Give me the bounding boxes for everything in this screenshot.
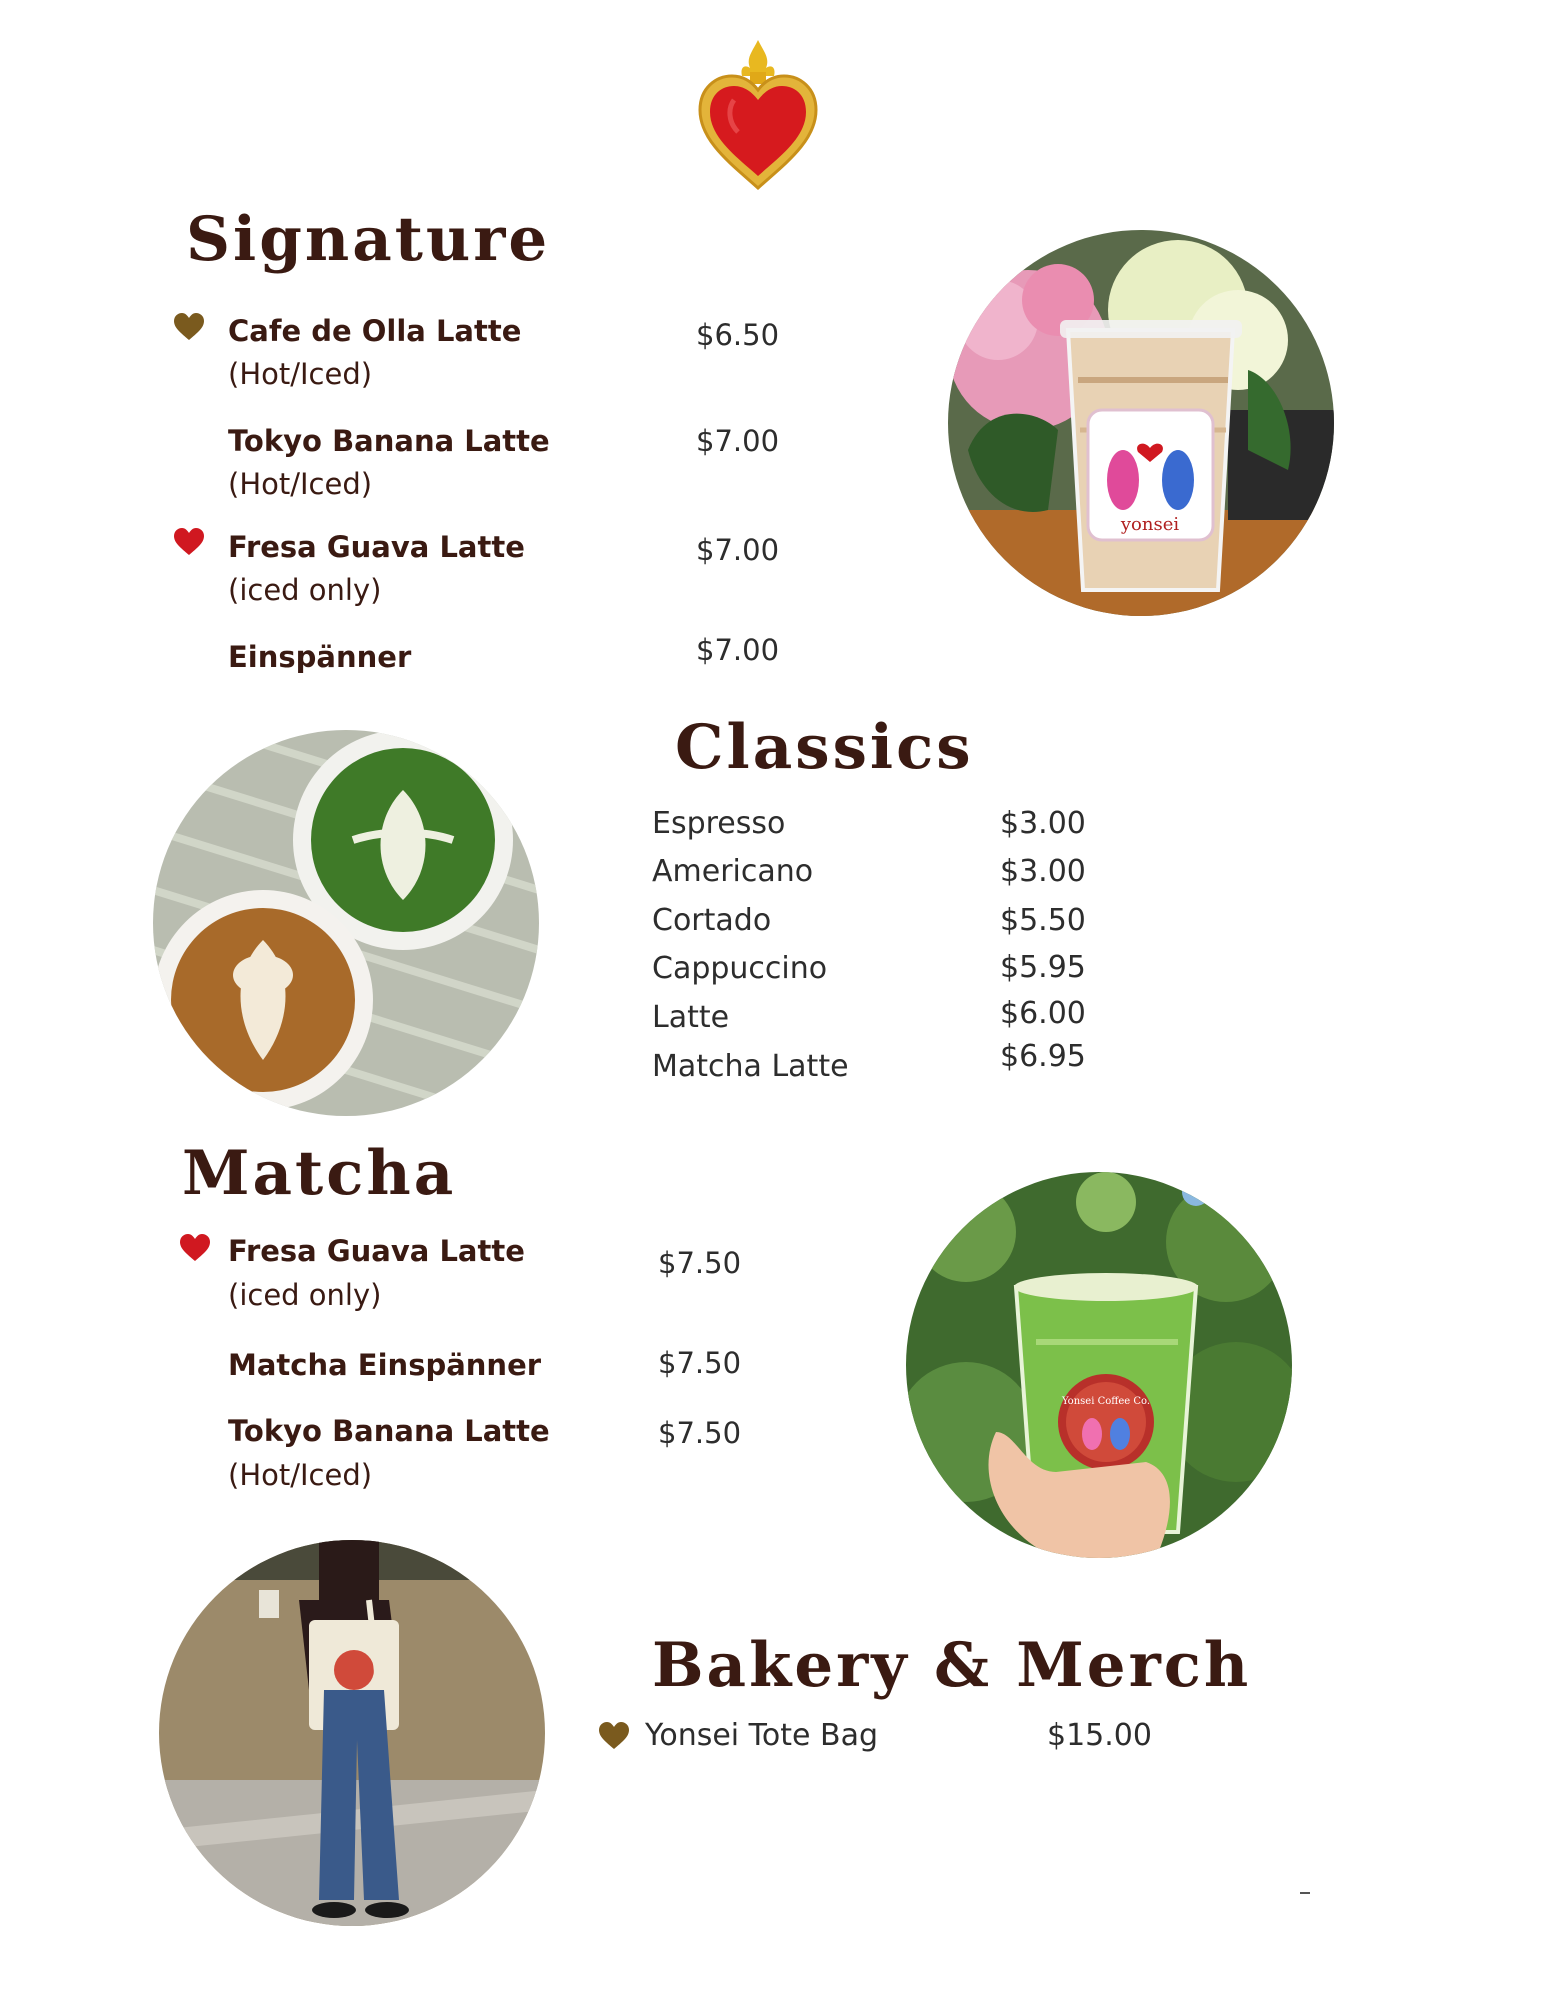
- signature-heading: Signature: [186, 204, 551, 275]
- classics-item-price: $6.00: [1000, 996, 1086, 1031]
- signature-item-price: $7.00: [696, 533, 780, 567]
- bakery-item-name: Yonsei Tote Bag: [645, 1718, 879, 1753]
- matcha-item-note: (Hot/Iced): [228, 1458, 373, 1492]
- signature-item-name: Tokyo Banana Latte: [228, 424, 550, 458]
- classics-item-price: $5.50: [1000, 903, 1086, 938]
- matcha-item-price: $7.50: [658, 1246, 742, 1280]
- classics-item-name: Matcha Latte: [652, 1049, 849, 1084]
- classics-item-name: Cortado: [652, 903, 772, 938]
- latte-art-photo: [153, 730, 539, 1116]
- signature-item-price: $7.00: [696, 424, 780, 458]
- gold-heart-icon: [173, 313, 205, 341]
- gold-heart-icon: [598, 1722, 630, 1750]
- matcha-item-note: (iced only): [228, 1278, 382, 1312]
- classics-item-price: $6.95: [1000, 1039, 1086, 1074]
- matcha-cup-photo: [906, 1172, 1292, 1558]
- corner-mark: [1300, 1892, 1310, 1894]
- signature-item-note: (Hot/Iced): [228, 357, 373, 391]
- sacred-heart-emblem: [694, 38, 822, 198]
- bakery-merch-heading: Bakery & Merch: [652, 1630, 1252, 1701]
- signature-item-price: $6.50: [696, 318, 780, 352]
- classics-item-price: $3.00: [1000, 806, 1086, 841]
- signature-item-name: Cafe de Olla Latte: [228, 314, 522, 348]
- classics-item-price: $3.00: [1000, 854, 1086, 889]
- tote-bag-photo: [159, 1540, 545, 1926]
- signature-item-note: (iced only): [228, 573, 382, 607]
- classics-item-name: Espresso: [652, 806, 786, 841]
- matcha-cup-label: Yonsei Coffee Co.: [1061, 1396, 1151, 1407]
- matcha-heading: Matcha: [182, 1138, 457, 1209]
- signature-item-note: (Hot/Iced): [228, 467, 373, 501]
- classics-item-name: Latte: [652, 1000, 730, 1035]
- signature-item-price: $7.00: [696, 633, 780, 667]
- red-heart-icon: [179, 1234, 211, 1262]
- signature-item-name: Einspänner: [228, 640, 412, 674]
- iced-latte-photo: [948, 230, 1334, 616]
- red-heart-icon: [173, 528, 205, 556]
- classics-item-price: $5.95: [1000, 950, 1086, 985]
- sacred-heart-icon: [694, 38, 822, 198]
- cup-label: yonsei: [1120, 514, 1180, 535]
- matcha-item-price: $7.50: [658, 1416, 742, 1450]
- matcha-item-name: Fresa Guava Latte: [228, 1234, 525, 1268]
- signature-item-name: Fresa Guava Latte: [228, 530, 525, 564]
- bakery-item-price: $15.00: [1047, 1718, 1152, 1753]
- classics-heading: Classics: [675, 712, 974, 783]
- classics-item-name: Americano: [652, 854, 814, 889]
- classics-item-name: Cappuccino: [652, 951, 828, 986]
- matcha-item-name: Matcha Einspänner: [228, 1348, 542, 1382]
- matcha-item-price: $7.50: [658, 1346, 742, 1380]
- matcha-item-name: Tokyo Banana Latte: [228, 1414, 550, 1448]
